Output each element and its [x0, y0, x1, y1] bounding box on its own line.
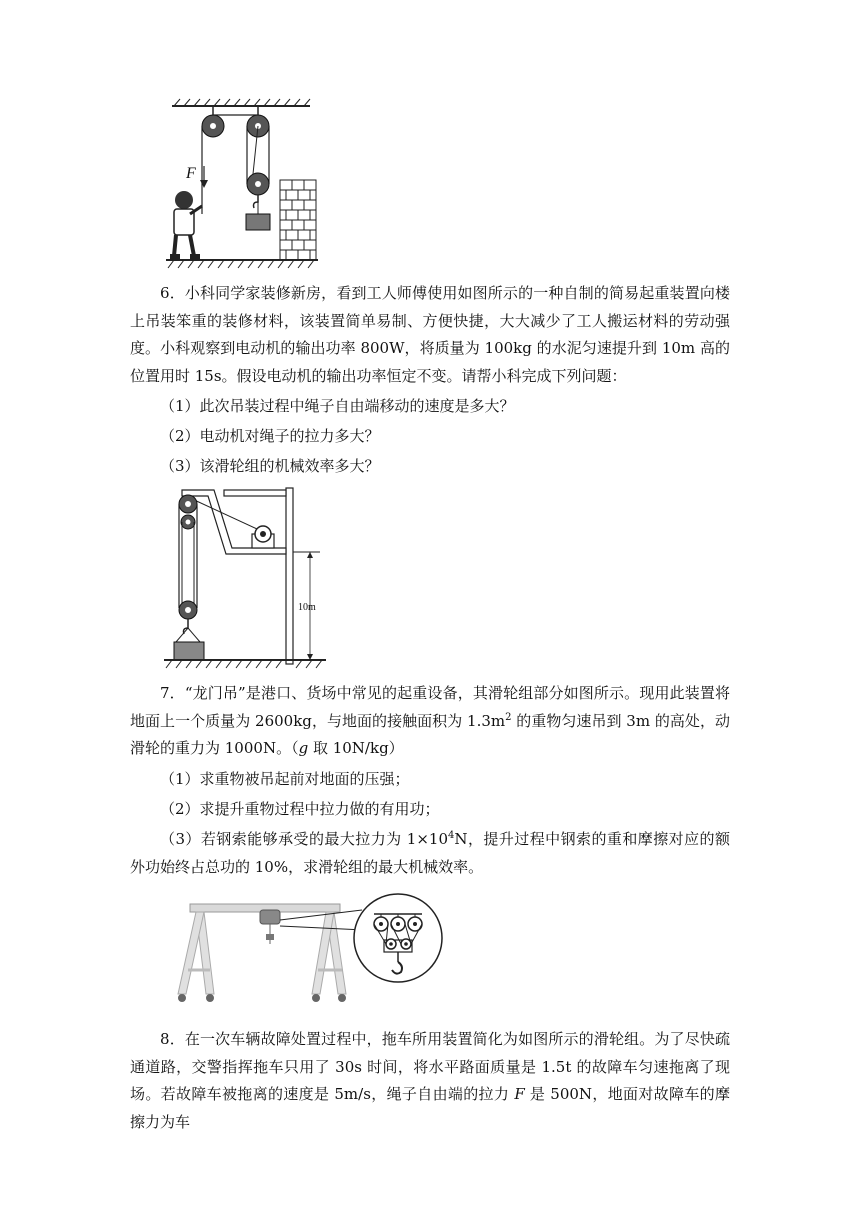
g-symbol: g [298, 739, 309, 757]
question-6-part-2: （2）电动机对绳子的拉力多大？ [160, 427, 380, 445]
height-label: 10m [298, 602, 316, 613]
force-label: F [186, 165, 196, 182]
question-7-text: 7．“龙门吊”是港口、货场中常见的起重设备，其滑轮组部分如图所示。现用此装置将地面上一个质量为 2600kg，与地面的接触面积为 $1.3m^2$ 的重物匀速吊到 3m 的高处，动滑轮的重力为 1000N。（g 取 10N/kg） [130, 684, 730, 757]
figure-gantry-crane [170, 890, 450, 1006]
question-6-part-1: （1）此次吊装过程中绳子自由端移动的速度是多大？ [160, 397, 515, 415]
question-8-text: 8．在一次车辆故障处置过程中，拖车所用装置简化为如图所示的滑轮组。为了尽快疏通道路，交警指挥拖车只用了 30s 时间，将水平路面质量是 1.5t 的故障车匀速拖离了现场。若故障车被拖离的速度是 5m/s，绳子自由端的拉力 F 是 500N，地面对故障车的摩擦力为车 [130, 1030, 731, 1131]
question-7-part-2: （2）求提升重物过程中拉力做的有用功； [160, 800, 440, 818]
question-7-number: 7． [160, 684, 185, 702]
question-7-part-3: （3）若钢索能够承受的最大拉力为 $1\times 10^4N$，提升过程中钢索的重和摩擦对应的额外功始终占总功的 10%，求滑轮组的最大机械效率。 [130, 830, 730, 876]
question-8-number: 8． [160, 1030, 185, 1048]
question-6-text [130, 280, 730, 390]
question-6-number: 6． [160, 284, 185, 302]
figure-crane-worker [160, 96, 320, 272]
brick-wall [280, 180, 316, 260]
question-6-part-3: （3）该滑轮组的机械效率多大？ [160, 457, 380, 475]
force-symbol: F [514, 1085, 525, 1103]
worker-figure [170, 191, 202, 259]
question-6-body: 小科同学家装修新房，看到工人师傅使用如图所示的一种自制的简易起重装置向楼上吊装笨重的装修材料，该装置简单易制、方便快捷，大大减少了工人搬运材料的劳动强度。小科观察到电动机的输出功率 800W，将质量为 100kg 的水泥匀速提升到 10m 高的位置用时 15s。假设电动机的输出功率恒定不变。请帮小科完成下列问题： [130, 284, 730, 385]
question-7-part-1: （1）求重物被吊起前对地面的压强； [160, 770, 410, 788]
figure-motor-hoist [160, 482, 330, 674]
